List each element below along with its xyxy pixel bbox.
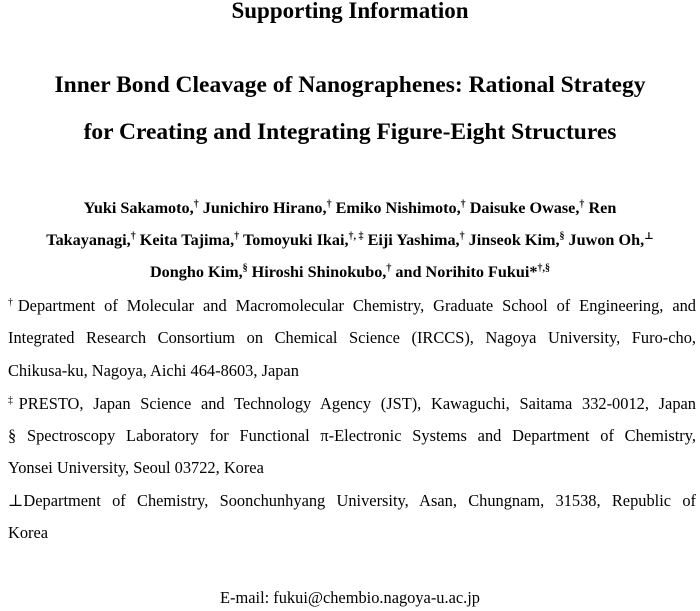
affiliation-4-line-1 xyxy=(8,490,696,512)
affiliation-mark: ⊥ xyxy=(8,491,24,510)
author-affiliation-mark: † xyxy=(386,263,392,274)
author-affiliation-mark: ⊥ xyxy=(644,231,654,242)
affiliation-1-line-2: Integrated Research Consortium on Chemical Science (IRCCS), Nagoya University, Furo-cho, xyxy=(8,328,696,347)
author-name: Ren xyxy=(584,199,617,217)
affiliation-text: Department of Chemistry, Soonchunhyang University, Asan, Chungnam, 31538, Republic of xyxy=(23,491,696,510)
author-name: Junichiro Hirano, xyxy=(198,199,327,217)
author-affiliation-mark: † xyxy=(130,231,136,242)
affiliation-text: Spectroscopy Laboratory for Functional π-Electronic Systems and Department of Chemistry, xyxy=(16,426,696,445)
author-affiliation-mark: † xyxy=(459,231,465,242)
affiliation-3-line-2: Yonsei University, Seoul 03722, Korea xyxy=(8,458,264,477)
author-name: Hiroshi Shinokubo, xyxy=(247,263,387,281)
affiliation-mark: § xyxy=(8,426,17,445)
affiliation-text: PRESTO, Japan Science and Technology Agency (JST), Kawaguchi, Saitama 332-0012, Japan xyxy=(18,394,696,413)
affiliation-1-line-3: Chikusa-ku, Nagoya, Aichi 464-8603, Japan xyxy=(8,361,299,380)
author-affiliation-mark: †, ‡ xyxy=(348,231,364,242)
author-name: Daisuke Owase, xyxy=(465,199,580,217)
paper-title-line-2: for Creating and Integrating Figure-Eight Structures xyxy=(83,119,617,145)
author-name: Keita Tajima, xyxy=(135,231,235,249)
affiliation-3-line-1 xyxy=(8,425,696,447)
author-list-line-1 xyxy=(0,197,700,219)
author-affiliation-mark: † xyxy=(579,199,585,210)
affiliation-4-line-2: Korea xyxy=(8,523,49,542)
author-affiliation-mark: † xyxy=(234,231,240,242)
author-affiliation-mark: † xyxy=(193,199,199,210)
author-affiliation-mark: § xyxy=(559,231,565,242)
author-list-line-2 xyxy=(0,229,700,251)
author-name: Dongho Kim, xyxy=(149,263,243,281)
author-name: Emiko Nishimoto, xyxy=(331,199,461,217)
author-name: Yuki Sakamoto, xyxy=(83,199,194,217)
affiliation-mark: ‡ xyxy=(8,395,19,406)
affiliation-text: Department of Molecular and Macromolecular Chemistry, Graduate School of Engineering, and xyxy=(17,296,696,315)
author-affiliation-mark: †,§ xyxy=(537,263,551,274)
author-name: and Norihito Fukui* xyxy=(391,263,538,281)
author-name: Takayanagi, xyxy=(46,231,131,249)
author-name: Jinseok Kim, xyxy=(464,231,560,249)
author-list-line-3 xyxy=(0,261,700,283)
affiliation-mark: † xyxy=(8,297,18,308)
affiliation-1-line-1 xyxy=(8,295,696,317)
contact-email: E-mail: fukui@chembio.nagoya-u.ac.jp xyxy=(220,588,480,607)
paper-title-line-1: Inner Bond Cleavage of Nanographenes: Rational Strategy xyxy=(54,72,646,98)
supporting-information-heading: Supporting Information xyxy=(231,0,469,23)
author-name: Tomoyuki Ikai, xyxy=(239,231,349,249)
author-name: Eiji Yashima, xyxy=(363,231,460,249)
author-affiliation-mark: † xyxy=(326,199,332,210)
author-name: Juwon Oh, xyxy=(564,231,645,249)
author-affiliation-mark: § xyxy=(242,263,248,274)
affiliation-2-line-1 xyxy=(8,393,696,415)
author-affiliation-mark: † xyxy=(460,199,466,210)
